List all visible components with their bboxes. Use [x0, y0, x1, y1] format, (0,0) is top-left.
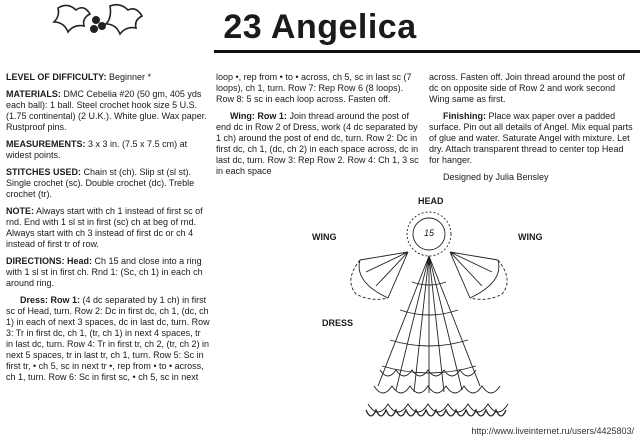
measurements-text: 3 x 3 in. (7.5 x 7.5 cm) at widest points. — [6, 139, 188, 160]
materials-label: MATERIALS: — [6, 89, 61, 99]
wing-continued-paragraph — [429, 72, 635, 105]
designer-credit: Designed by Julia Bensley — [443, 172, 549, 182]
note-text: Always start with ch 1 instead of first sc of rnd. End with 1 sl st in first (sc) ch at beg of rnd. Always start with ch 3 instead of first dc or ch 4 instead of first tr of row. — [6, 206, 203, 249]
dress-label: Dress: Row 1: — [20, 295, 81, 305]
directions-paragraph — [6, 256, 210, 289]
directions-text: Ch 15 and close into a ring with 1 sl st in first ch. Rnd 1: (Sc, ch 1) in each ch around ring. — [6, 256, 203, 288]
angel-chart-svg — [296, 190, 586, 438]
dress-text: (4 dc separated by 1 ch) in first sc of Head, turn. Row 2: Dc in first dc, ch 1, (dc, ch 1) in each of next 3 spaces, dc in last dc, turn. Row 3: Tr in first dc, ch 1, (tr, ch 1) in next 4 spaces, tr in last dc, turn. Row 4: Tr in first tr, ch 2, (tr, ch 2) in next 5 spaces, tr in last tr, ch 1, turn. Row 5: Sc in first tr, • ch 5, sc in next tr •, rep from • to • across, ch 1, turn. Row 6: Sc in first sc, • ch 5, sc in next — [6, 295, 210, 382]
finishing-paragraph — [429, 111, 635, 166]
note-label: NOTE: — [6, 206, 34, 216]
difficulty-label: LEVEL OF DIFFICULTY: — [6, 72, 107, 82]
dress-continued-text: loop •, rep from • to • across, ch 5, sc in last sc (7 loops), ch 1, turn. Row 7: Rep Row 6 (8 loops). Row 8: 5 sc in each loop across. Fasten off. — [216, 72, 412, 104]
difficulty-paragraph — [6, 72, 210, 83]
wing-right-label: WING — [518, 232, 543, 242]
measurements-paragraph — [6, 139, 210, 161]
column-right — [429, 72, 635, 189]
finishing-text: Place wax paper over a padded surface. Pin out all details of Angel. Mix equal parts of glue and water. Saturate Angel with mixture. Let dry. Attach transparent thread to center top Head for hanger. — [429, 111, 633, 165]
header — [0, 0, 640, 60]
head-label: HEAD — [418, 196, 444, 206]
column-middle — [216, 72, 422, 183]
head-stitch-count: 15 — [424, 228, 435, 238]
dress-paragraph — [6, 295, 210, 383]
dress-continued-paragraph — [216, 72, 422, 105]
column-left — [6, 72, 210, 389]
stitches-text: Chain st (ch). Slip st (sl st). Single crochet (sc). Double crochet (dc). Treble crochet (tr). — [6, 167, 195, 199]
source-url: http://www.liveinternet.ru/users/4425803/ — [471, 426, 634, 436]
stitches-paragraph — [6, 167, 210, 200]
wing-left-label: WING — [312, 232, 337, 242]
page-title: 23 Angelica — [223, 8, 417, 46]
measurements-label: MEASUREMENTS: — [6, 139, 86, 149]
materials-text: DMC Cebelia #20 (50 gm, 405 yds each ball): 1 ball. Steel crochet hook size 5 U.S. (1.75 continental) (2 U.K.). White glue. Wax paper. Rustproof pins. — [6, 89, 207, 132]
angel-diagram — [296, 190, 586, 438]
note-paragraph — [6, 206, 210, 250]
wing-continued-text: across. Fasten off. Join thread around the post of dc on opposite side of Row 2 and work second Wing same as first. — [429, 72, 625, 104]
difficulty-value: Beginner * — [109, 72, 152, 82]
wing-text: Join thread around the post of end dc in Row 2 of Dress, work (4 dc separated by 1 ch) around the post of end dc, turn. Row 2: Dc in first dc, ch 1, (dc, ch 2) in each space across, dc in last dc, turn. Row 3: Rep Row 2. Row 4: Ch 1, 3 sc in each space — [216, 111, 419, 176]
directions-label: DIRECTIONS: Head: — [6, 256, 93, 266]
title-rule — [214, 50, 640, 53]
materials-paragraph — [6, 89, 210, 133]
stitches-label: STITCHES USED: — [6, 167, 82, 177]
finishing-label: Finishing: — [443, 111, 486, 121]
dress-label: DRESS — [322, 318, 354, 328]
wing-label: Wing: Row 1: — [230, 111, 287, 121]
wing-paragraph — [216, 111, 422, 177]
